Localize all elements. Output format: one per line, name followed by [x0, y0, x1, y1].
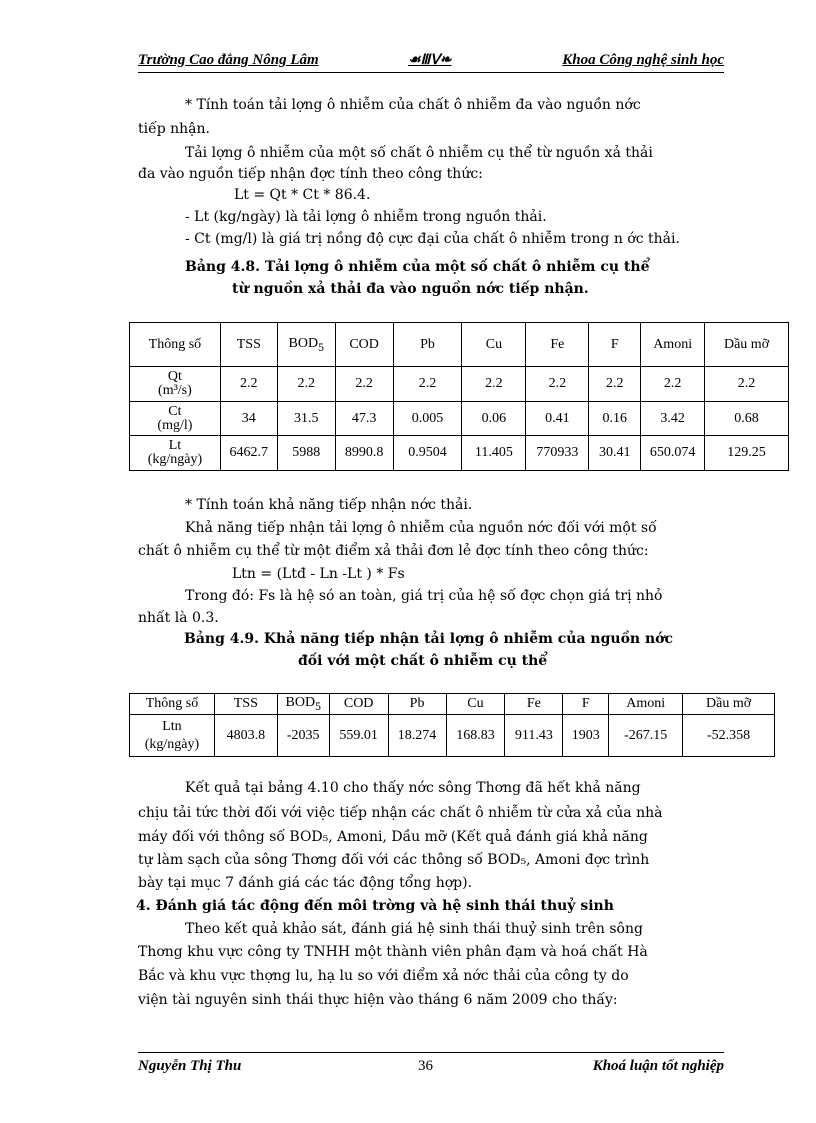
table-cell: 0.06	[462, 402, 526, 436]
header-ornament: ☙ⅢⅤ❧	[408, 53, 452, 68]
col-header: Fe	[505, 694, 563, 715]
table-header-row	[130, 323, 789, 367]
para4-line: Thơng khu vực công ty TNHH một thành viên phân đạm và hoá chất Hà	[138, 944, 648, 960]
col-header: Thông số	[130, 694, 215, 715]
table-cell: -2035	[277, 715, 329, 757]
table-cell: 2.2	[393, 367, 462, 402]
table49-caption: Bảng 4.9. Khả năng tiếp nhận tải lợng ô nhiễm của nguồn nớc	[184, 631, 674, 647]
para4-line: viện tài nguyên sinh thái thực hiện vào tháng 6 năm 2009 cho thấy:	[138, 992, 618, 1008]
table-cell: -267.15	[609, 715, 683, 757]
para2-line: * Tính toán khả năng tiếp nhận nớc thải.	[185, 497, 473, 513]
table-cell: 34	[220, 402, 277, 436]
para1-line: - Lt (kg/ngày) là tải lợng ô nhiễm trong nguồn thải.	[185, 209, 547, 225]
col-header	[277, 323, 335, 367]
table48-caption: từ nguồn xả thải đa vào nguồn nớc tiếp nhận.	[232, 281, 589, 297]
para1-line: - Ct (mg/l) là giá trị nồng độ cực đại của chất ô nhiễm trong n ớc thải.	[185, 231, 680, 247]
table-cell: 6462.7	[220, 436, 277, 471]
table-cell: 47.3	[335, 402, 393, 436]
para3-line: máy đối với thông số BOD₅, Amoni, Dầu mỡ (Kết quả đánh giá khả năng	[138, 829, 648, 845]
table-cell: 31.5	[277, 402, 335, 436]
table-cell: 2.2	[589, 367, 641, 402]
col-header: Cu	[462, 323, 526, 367]
table-cell: 18.274	[388, 715, 446, 757]
table-cell: 4803.8	[214, 715, 277, 757]
table-cell: 168.83	[446, 715, 505, 757]
table-row	[130, 367, 789, 402]
header-rule	[138, 72, 724, 73]
col-header: Pb	[388, 694, 446, 715]
table-cell: 911.43	[505, 715, 563, 757]
para3-line: chịu tải tức thời đối với việc tiếp nhận các chất ô nhiễm từ cửa xả của nhà	[138, 805, 663, 821]
table-row	[130, 402, 789, 436]
col-header: F	[589, 323, 641, 367]
table-cell: 0.9504	[393, 436, 462, 471]
table-cell: 1903	[563, 715, 609, 757]
table-cell: 11.405	[462, 436, 526, 471]
para2-line: nhất là 0.3.	[138, 610, 219, 626]
para3-line: Kết quả tại bảng 4.10 cho thấy nớc sông Thơng đã hết khả năng	[185, 780, 641, 796]
table-header-row	[130, 694, 775, 715]
table-cell: 2.2	[462, 367, 526, 402]
table48-caption: Bảng 4.8. Tải lợng ô nhiễm của một số chất ô nhiễm cụ thể	[185, 259, 650, 275]
bod-label: BOD	[288, 335, 319, 351]
formula-lt: Lt = Qt * Ct * 86.4.	[234, 187, 371, 203]
col-header: Fe	[526, 323, 589, 367]
col-header: COD	[335, 323, 393, 367]
footer-thesis: Khoá luận tốt nghiệp	[592, 1058, 724, 1074]
row-label-unit: (m³/s)	[158, 383, 192, 398]
table-cell: 559.01	[329, 715, 388, 757]
para3-line: tự làm sạch của sông Thơng đối với các thông số BOD₅, Amoni đợc trình	[138, 852, 650, 868]
para1-line: đa vào nguồn tiếp nhận đợc tính theo công thức:	[138, 166, 483, 182]
para4-line: Bắc và khu vực thợng lu, hạ lu so với điểm xả nớc thải của công ty do	[138, 968, 629, 984]
row-label-name: Ct	[168, 403, 182, 419]
col-header: Amoni	[641, 323, 705, 367]
bod-subscript: 5	[315, 699, 321, 713]
col-header: Dầu mỡ	[683, 694, 775, 715]
para4-line: Theo kết quả khảo sát, đánh giá hệ sinh thái thuỷ sinh trên sông	[185, 921, 643, 937]
row-label	[130, 436, 221, 471]
page-number: 36	[418, 1058, 433, 1074]
section-heading: 4. Đánh giá tác động đến môi trờng và hệ sinh thái thuỷ sinh	[136, 898, 614, 914]
table-4-8	[129, 322, 789, 471]
table-cell: 650.074	[641, 436, 705, 471]
table-cell: 5988	[277, 436, 335, 471]
table-cell: 0.005	[393, 402, 462, 436]
col-header: Cu	[446, 694, 505, 715]
footer-author: Nguyễn Thị Thu	[138, 1058, 242, 1074]
row-label-name: Ltn	[162, 718, 182, 734]
table-cell: 770933	[526, 436, 589, 471]
col-header: Amoni	[609, 694, 683, 715]
table-cell: 0.41	[526, 402, 589, 436]
col-header: Pb	[393, 323, 462, 367]
row-label-name: Qt	[167, 369, 182, 384]
col-header: COD	[329, 694, 388, 715]
table-row	[130, 436, 789, 471]
col-header: F	[563, 694, 609, 715]
col-header: Dầu mỡ	[705, 323, 789, 367]
col-header: Thông số	[130, 323, 221, 367]
row-label-unit: (kg/ngày)	[144, 736, 200, 752]
para1-line: Tải lợng ô nhiễm của một số chất ô nhiễm cụ thể từ nguồn xả thải	[185, 145, 653, 161]
table-cell: -52.358	[683, 715, 775, 757]
col-header: TSS	[220, 323, 277, 367]
table-row	[130, 715, 775, 757]
para2-line: Trong đó: Fs là hệ só an toàn, giá trị của hệ số đợc chọn giá trị nhỏ	[185, 588, 663, 604]
row-label	[130, 402, 221, 436]
table-cell: 8990.8	[335, 436, 393, 471]
table-cell: 2.2	[220, 367, 277, 402]
row-label	[130, 367, 221, 402]
para2-line: chất ô nhiễm cụ thể từ một điểm xả thải đơn lẻ đợc tính theo công thức:	[138, 543, 649, 559]
header-school: Trường Cao đẳng Nông Lâm	[138, 52, 319, 68]
table-cell: 30.41	[589, 436, 641, 471]
para1-line: tiếp nhận.	[138, 121, 210, 137]
table-cell: 2.2	[641, 367, 705, 402]
table49-caption: đối với một chất ô nhiễm cụ thể	[298, 653, 548, 669]
table-cell: 3.42	[641, 402, 705, 436]
bod-subscript: 5	[318, 340, 324, 354]
table-4-9	[129, 693, 775, 757]
para3-line: bày tại mục 7 đánh giá các tác động tổng hợp).	[138, 875, 473, 891]
footer-rule	[138, 1052, 724, 1053]
table-cell: 2.2	[335, 367, 393, 402]
table-cell: 129.25	[705, 436, 789, 471]
row-label-unit: (kg/ngày)	[147, 452, 203, 467]
col-header: TSS	[214, 694, 277, 715]
formula-ltn: Ltn = (Ltđ - Ln -Lt ) * Fs	[232, 566, 405, 582]
page-footer	[138, 1052, 724, 1080]
header-faculty: Khoa Công nghệ sinh học	[562, 52, 724, 68]
row-label-unit: (mg/l)	[157, 417, 193, 433]
bod-label: BOD	[285, 695, 316, 711]
row-label-name: Lt	[168, 438, 182, 453]
para1-line: * Tính toán tải lợng ô nhiễm của chất ô nhiễm đa vào nguồn nớc	[185, 97, 641, 113]
table-cell: 2.2	[277, 367, 335, 402]
table-cell: 2.2	[705, 367, 789, 402]
table-cell: 0.68	[705, 402, 789, 436]
row-label	[130, 715, 215, 757]
para2-line: Khả năng tiếp nhận tải lợng ô nhiễm của nguồn nớc đối với một số	[185, 520, 657, 536]
table-cell: 0.16	[589, 402, 641, 436]
table-cell: 2.2	[526, 367, 589, 402]
page-header	[138, 50, 724, 74]
col-header	[277, 694, 329, 715]
